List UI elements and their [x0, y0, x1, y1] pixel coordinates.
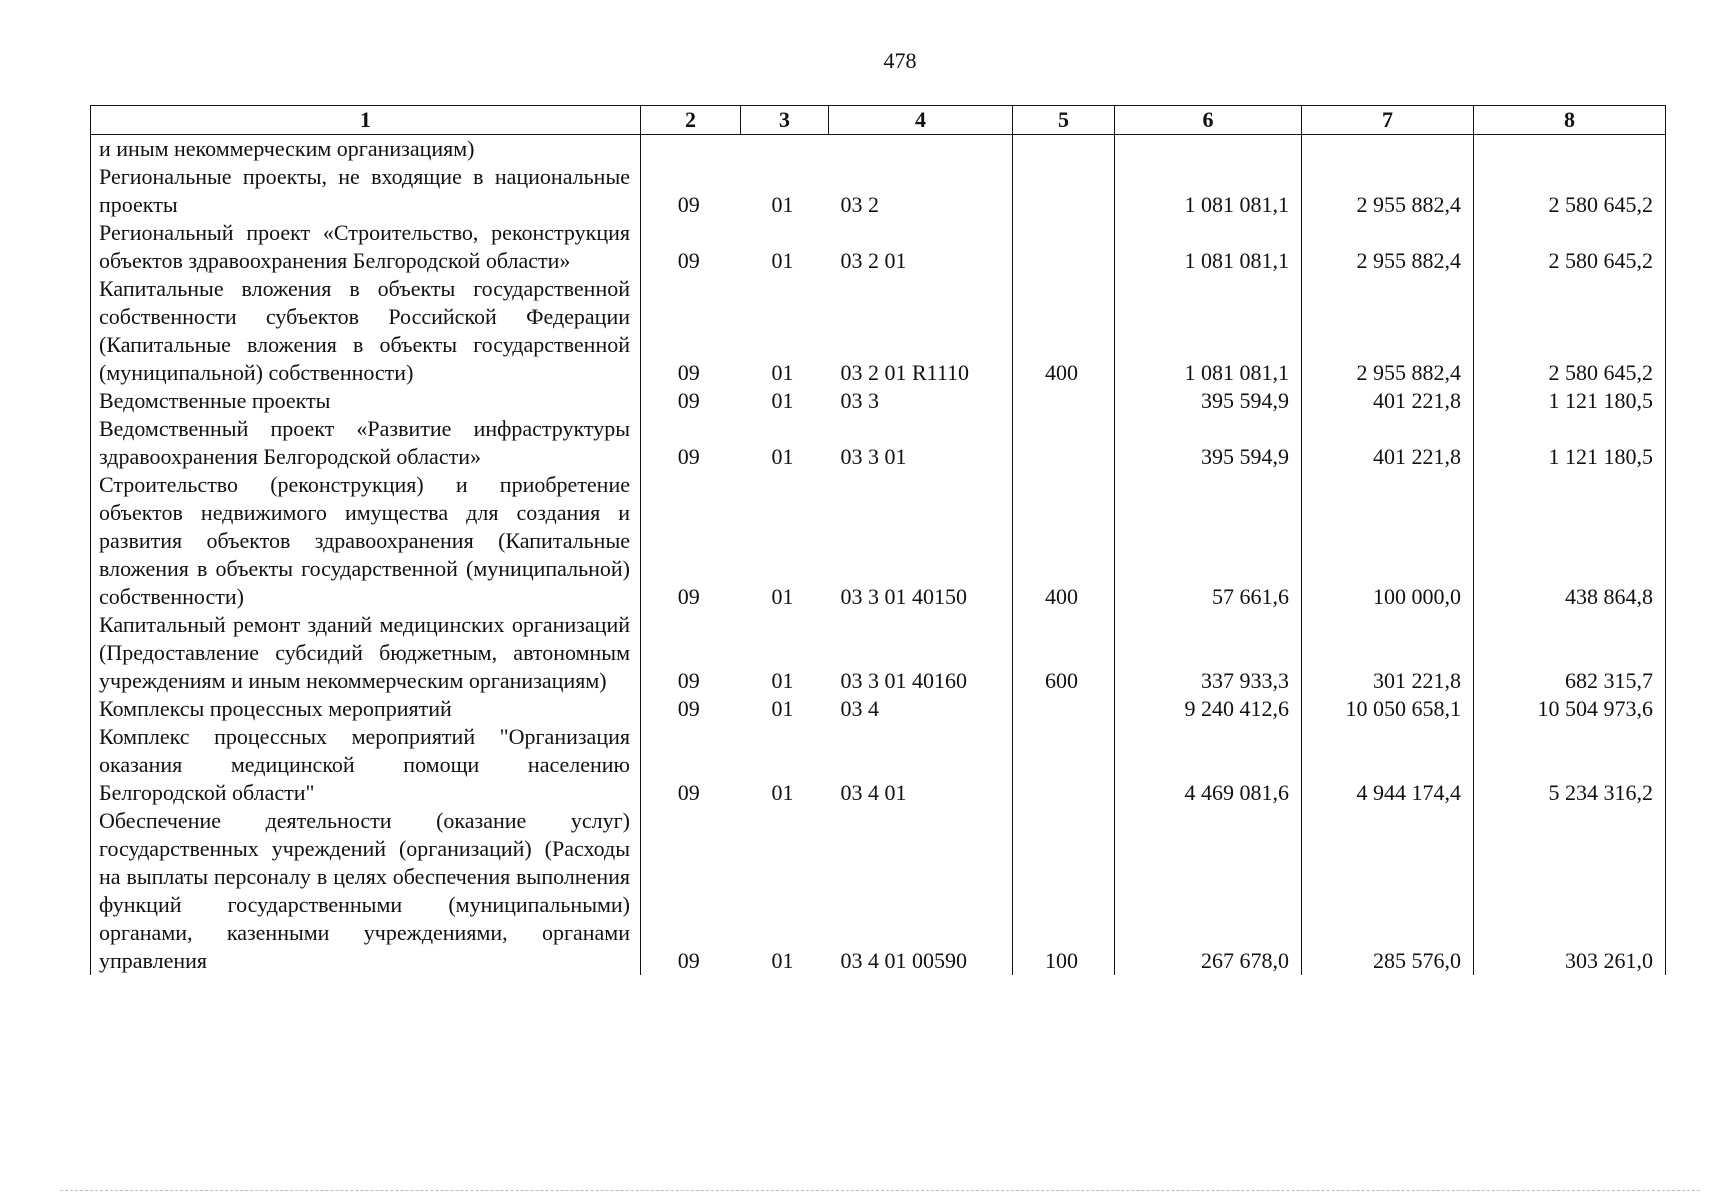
amount-year2-cell: 401 221,8	[1302, 387, 1474, 415]
expense-type-cell	[1013, 135, 1115, 164]
column-header: 5	[1013, 106, 1115, 135]
table-row	[91, 275, 1666, 387]
amount-year2-cell	[1302, 135, 1474, 164]
table-row	[91, 219, 1666, 275]
expense-type-cell	[1013, 723, 1115, 807]
target-article-cell: 03 2 01	[840, 248, 907, 273]
subsection-code-cell: 01	[771, 780, 794, 805]
amount-year1-cell: 267 678,0	[1115, 807, 1302, 975]
section-code-cell: 09	[677, 948, 700, 973]
amount-year3-cell: 10 504 973,6	[1474, 695, 1666, 723]
amount-year2-cell: 285 576,0	[1302, 807, 1474, 975]
amount-year1-cell: 1 081 081,1	[1115, 275, 1302, 387]
amount-year2-cell: 401 221,8	[1302, 415, 1474, 471]
subsection-code-cell: 01	[771, 584, 794, 609]
amount-year3-cell: 2 580 645,2	[1474, 219, 1666, 275]
section-code-cell: 09	[677, 584, 700, 609]
amount-year2-cell: 100 000,0	[1302, 471, 1474, 611]
section-code-cell: 09	[677, 444, 700, 469]
row-name-cell: Региональные проекты, не входящие в национальные проекты	[91, 163, 641, 219]
subsection-code-cell: 01	[771, 360, 794, 385]
table-row	[91, 135, 1666, 164]
amount-year2-cell: 2 955 882,4	[1302, 275, 1474, 387]
table-row	[91, 723, 1666, 807]
table-header-row	[91, 106, 1666, 135]
row-name-cell: Ведомственный проект «Развитие инфраструктуры здравоохранения Белгородской области»	[91, 415, 641, 471]
table-row	[91, 695, 1666, 723]
table-row	[91, 471, 1666, 611]
target-article-cell	[829, 135, 1013, 164]
amount-year1-cell: 395 594,9	[1115, 387, 1302, 415]
amount-year3-cell: 682 315,7	[1474, 611, 1666, 695]
amount-year2-cell: 301 221,8	[1302, 611, 1474, 695]
target-article-cell: 03 2	[840, 192, 879, 217]
table-row	[91, 163, 1666, 219]
amount-year2-cell: 4 944 174,4	[1302, 723, 1474, 807]
target-article-cell: 03 4 01	[840, 780, 907, 805]
budget-table-container	[90, 105, 1665, 1106]
amount-year3-cell	[1474, 135, 1666, 164]
row-name-cell: Строительство (реконструкция) и приобретение объектов недвижимого имущества для создания и развития объектов здравоохранения (Капитальные вложения в объекты государственной (муниципальной) собственности)	[91, 471, 641, 611]
amount-year1-cell: 1 081 081,1	[1115, 163, 1302, 219]
amount-year1-cell: 1 081 081,1	[1115, 219, 1302, 275]
section-code-cell: 09	[677, 248, 700, 273]
amount-year3-cell: 1 121 180,5	[1474, 387, 1666, 415]
expense-type-cell: 400	[1013, 275, 1115, 387]
target-article-cell: 03 3 01	[840, 444, 907, 469]
amount-year3-cell: 2 580 645,2	[1474, 275, 1666, 387]
table-row	[91, 387, 1666, 415]
row-name-cell: Обеспечение деятельности (оказание услуг) государственных учреждений (организаций) (Расходы на выплаты персоналу в целях обеспечения выполнения функций государственными (муниципальными) органами, казенными учреждениями, органами управления	[91, 807, 641, 975]
budget-table	[90, 105, 1666, 975]
section-code-cell: 09	[677, 388, 700, 413]
row-name-cell: Комплексы процессных мероприятий	[91, 695, 641, 723]
expense-type-cell	[1013, 163, 1115, 219]
target-article-cell: 03 3 01 40160	[840, 668, 967, 693]
table-row	[91, 611, 1666, 695]
amount-year1-cell: 57 661,6	[1115, 471, 1302, 611]
amount-year1-cell: 337 933,3	[1115, 611, 1302, 695]
subsection-code-cell: 01	[771, 388, 794, 413]
column-header: 8	[1474, 106, 1666, 135]
amount-year1-cell: 395 594,9	[1115, 415, 1302, 471]
table-row	[91, 807, 1666, 975]
row-name-cell: Ведомственные проекты	[91, 387, 641, 415]
expense-type-cell: 400	[1013, 471, 1115, 611]
subsection-code-cell: 01	[771, 696, 794, 721]
row-name-cell: Капитальный ремонт зданий медицинских организаций (Предоставление субсидий бюджетным, автономным учреждениям и иным некоммерческим организациям)	[91, 611, 641, 695]
amount-year3-cell: 438 864,8	[1474, 471, 1666, 611]
subsection-code-cell	[741, 135, 829, 164]
column-header: 4	[829, 106, 1013, 135]
table-row	[91, 415, 1666, 471]
expense-type-cell	[1013, 695, 1115, 723]
row-name-cell: Комплекс процессных мероприятий "Организация оказания медицинской помощи населению Белгородской области"	[91, 723, 641, 807]
subsection-code-cell: 01	[771, 948, 794, 973]
subsection-code-cell: 01	[771, 668, 794, 693]
expense-type-cell	[1013, 387, 1115, 415]
amount-year2-cell: 2 955 882,4	[1302, 163, 1474, 219]
column-header: 3	[741, 106, 829, 135]
column-header: 2	[641, 106, 741, 135]
target-article-cell: 03 4	[840, 696, 879, 721]
target-article-cell: 03 3	[840, 388, 879, 413]
amount-year1-cell: 9 240 412,6	[1115, 695, 1302, 723]
target-article-cell: 03 4 01 00590	[840, 948, 967, 973]
subsection-code-cell: 01	[771, 444, 794, 469]
expense-type-cell: 100	[1013, 807, 1115, 975]
section-code-cell: 09	[677, 780, 700, 805]
amount-year1-cell: 4 469 081,6	[1115, 723, 1302, 807]
column-header: 1	[91, 106, 641, 135]
row-name-cell: и иным некоммерческим организациям)	[91, 135, 641, 164]
scan-edge-line	[60, 1190, 1700, 1191]
subsection-code-cell: 01	[771, 248, 794, 273]
row-name-cell: Региональный проект «Строительство, реконструкция объектов здравоохранения Белгородской области»	[91, 219, 641, 275]
expense-type-cell: 600	[1013, 611, 1115, 695]
section-code-cell: 09	[677, 696, 700, 721]
section-code-cell: 09	[677, 360, 700, 385]
target-article-cell: 03 2 01 R1110	[840, 360, 970, 385]
amount-year3-cell: 5 234 316,2	[1474, 723, 1666, 807]
amount-year2-cell: 2 955 882,4	[1302, 219, 1474, 275]
expense-type-cell	[1013, 219, 1115, 275]
target-article-cell: 03 3 01 40150	[840, 584, 967, 609]
amount-year3-cell: 303 261,0	[1474, 807, 1666, 975]
amount-year1-cell	[1115, 135, 1302, 164]
subsection-code-cell: 01	[771, 192, 794, 217]
amount-year2-cell: 10 050 658,1	[1302, 695, 1474, 723]
column-header: 7	[1302, 106, 1474, 135]
section-code-cell	[641, 135, 741, 164]
amount-year3-cell: 2 580 645,2	[1474, 163, 1666, 219]
page-number: 478	[883, 48, 917, 73]
section-code-cell: 09	[677, 192, 700, 217]
column-header: 6	[1115, 106, 1302, 135]
row-name-cell: Капитальные вложения в объекты государственной собственности субъектов Российской Федерации (Капитальные вложения в объекты государственной (муниципальной) собственности)	[91, 275, 641, 387]
expense-type-cell	[1013, 415, 1115, 471]
section-code-cell: 09	[677, 668, 700, 693]
amount-year3-cell: 1 121 180,5	[1474, 415, 1666, 471]
